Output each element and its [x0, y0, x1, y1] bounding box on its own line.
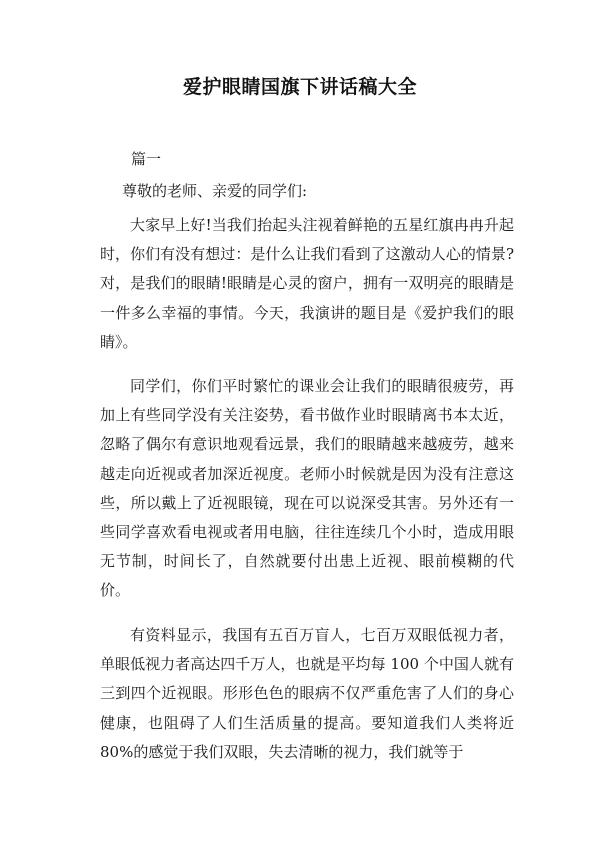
document-title: 爱护眼睛国旗下讲话稿大全: [182, 76, 417, 98]
paragraph-opening: 大家早上好!当我们抬起头注视着鲜艳的五星红旗冉冉升起时，你们有没有想过：是什么让我们看到了这激动人心的情景?对，是我们的眼睛!眼睛是心灵的窗户，拥有一双明亮的眼睛是一件多么幸福的事情。今天，我演讲的题目是《爱护我们的眼睛》。: [100, 216, 514, 351]
section-label: 篇一: [131, 150, 162, 168]
paragraph-eye-fatigue: 同学们，你们平时繁忙的课业会让我们的眼睛很疲劳，再加上有些同学没有关注姿势，看书做作业时眼睛离书本太近，忽略了偶尔有意识地观看远景，我们的眼睛越来越疲劳，越来越走向近视或者加深近视度。老师小时候就是因为没有注意这些，所以戴上了近视眼镜，现在可以说深受其害。另外还有一些同学喜欢看电视或者用电脑，往往连续几个小时，造成用眼无节制，时间长了，自然就要付出患上近视、眼前模糊的代价。: [100, 377, 514, 600]
paragraph-statistics: 有资料显示，我国有五百万盲人，七百万双眼低视力者，单眼低视力者高达四千万人，也就是平均每 100 个中国人就有三到四个近视眼。形形色色的眼病不仅严重危害了人们的身心健康，也阻碍了人们生活质量的提高。要知道我们人类将近 80%的感觉于我们双眼，失去清晰的视力，我们就等于: [100, 626, 514, 761]
salutation: 尊敬的老师、亲爱的同学们:: [122, 182, 308, 200]
